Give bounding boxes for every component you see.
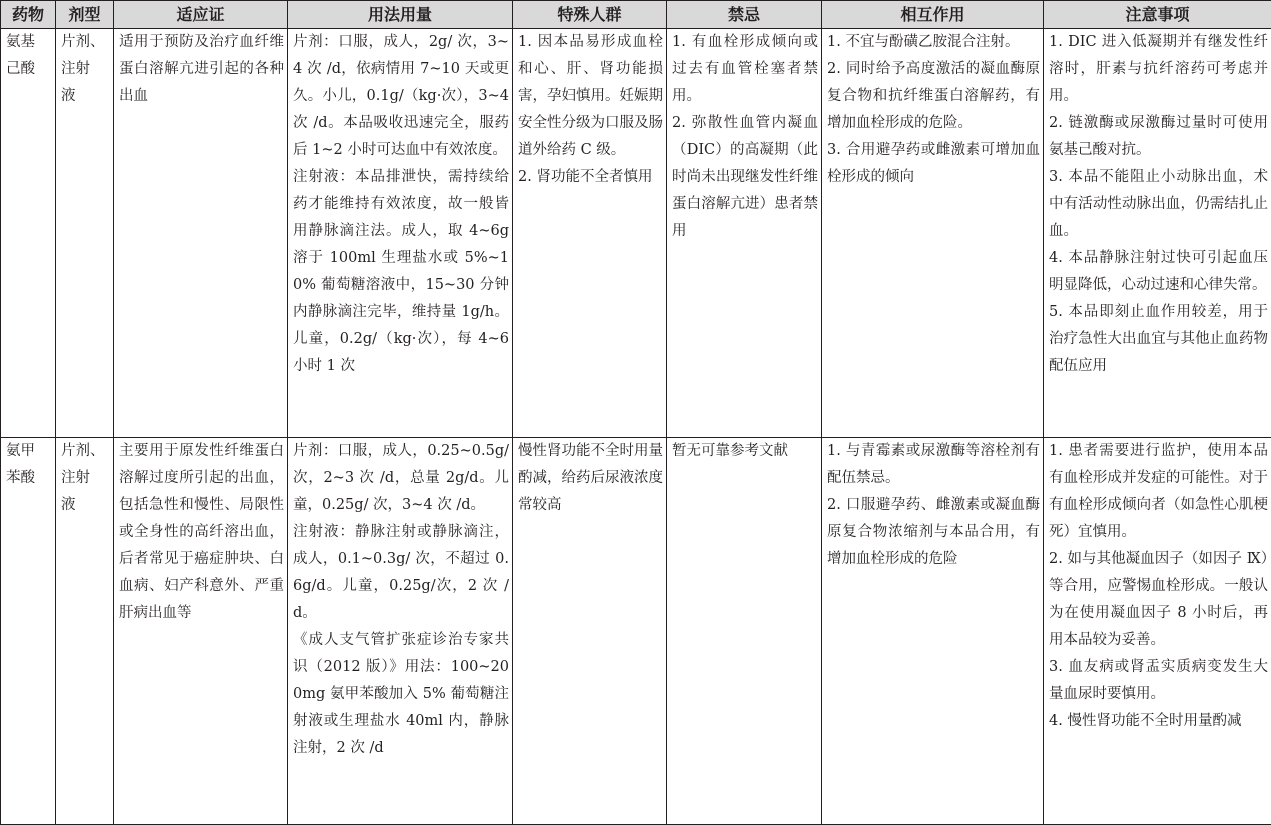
interaction-item: 2. 口服避孕药、雌激素或凝血酶原复合物浓缩剂与本品合用，有增加血栓形成的危险 xyxy=(827,497,1040,567)
usage-paragraph: 注射液：本品排泄快，需持续给药才能维持有效浓度，故一般皆用静脉滴注法。成人，取 4~6g 溶于 100ml 生理盐水或 5%~10% 葡萄糖溶液中，15~30 分钟内静脉滴注完毕，维持量 1g/h。儿童，0.2g/（kg·次），每 4~6 小时 1 次 xyxy=(293,169,509,374)
special-population-cell xyxy=(513,438,667,825)
precaution-item: 4. 本品静脉注射过快可引起血压明显降低，心动过速和心律失常。 xyxy=(1049,250,1268,293)
special-population-item: 2. 肾功能不全者慎用 xyxy=(518,169,653,185)
dosage-form-line: 片剂、 xyxy=(61,443,105,459)
precaution-item: 2. 如与其他凝血因子（如因子 Ⅸ）等合用，应警惕血栓形成。一般认为在使用凝血因子 8 小时后，再用本品较为妥善。 xyxy=(1049,551,1268,648)
header-usage-dosage: 用法用量 xyxy=(288,1,513,29)
contraindication-cell xyxy=(667,29,822,438)
drug-name-line: 氨甲 xyxy=(6,443,35,459)
drug-name-line: 己酸 xyxy=(6,61,35,77)
indication-text: 适用于预防及治疗血纤维蛋白溶解亢进引起的各种出血 xyxy=(119,34,284,104)
header-indication: 适应证 xyxy=(114,1,288,29)
precaution-item: 5. 本品即刻止血作用较差，用于治疗急性大出血宜与其他止血药物配伍应用 xyxy=(1049,304,1268,374)
dosage-form-line: 注射 xyxy=(61,61,90,77)
usage-paragraph: 《成人支气管扩张症诊治专家共识（2012 版）》用法：100~200mg 氨甲苯酸加入 5% 葡萄糖注射液或生理盐水 40ml 内，静脉注射，2 次 /d xyxy=(293,632,509,756)
special-population-item: 1. 因本品易形成血栓和心、肝、肾功能损害，孕妇慎用。妊娠期安全性分级为口服及肠道外给药 C 级。 xyxy=(518,34,663,158)
drug-name-cell xyxy=(1,438,56,825)
precautions-cell xyxy=(1044,29,1271,438)
header-row xyxy=(1,1,1271,29)
header-contraindication: 禁忌 xyxy=(667,1,822,29)
usage-dosage-cell xyxy=(288,438,513,825)
contraindication-item: 1. 有血栓形成倾向或过去有血管栓塞者禁用。 xyxy=(672,34,818,104)
interaction-item: 3. 合用避孕药或雌激素可增加血栓形成的倾向 xyxy=(827,142,1040,185)
precaution-item: 1. DIC 进入低凝期并有继发性纤溶时，肝素与抗纤溶药可考虑并用。 xyxy=(1049,34,1268,104)
indication-cell xyxy=(114,438,288,825)
dosage-form-line: 液 xyxy=(61,88,76,104)
header-dosage-form: 剂型 xyxy=(56,1,114,29)
precaution-item: 1. 患者需要进行监护，使用本品有血栓形成并发症的可能性。对于有血栓形成倾向者（如急性心肌梗死）宜慎用。 xyxy=(1049,443,1268,540)
precautions-cell xyxy=(1044,438,1271,825)
precaution-item: 2. 链激酶或尿激酶过量时可使用氨基己酸对抗。 xyxy=(1049,115,1268,158)
usage-paragraph: 片剂：口服，成人，2g/ 次，3~4 次 /d，依病情用 7~10 天或更久。小儿，0.1g/（kg·次），3~4 次 /d。本品吸收迅速完全，服药后 1~2 小时可达血中有效浓度。 xyxy=(293,34,509,158)
interaction-item: 2. 同时给予高度激活的凝血酶原复合物和抗纤维蛋白溶解药，有增加血栓形成的危险。 xyxy=(827,61,1040,131)
table-row xyxy=(1,29,1271,438)
contraindication-cell xyxy=(667,438,822,825)
precaution-item: 3. 本品不能阻止小动脉出血，术中有活动性动脉出血，仍需结扎止血。 xyxy=(1049,169,1268,239)
interaction-cell xyxy=(822,438,1044,825)
header-drug: 药物 xyxy=(1,1,56,29)
usage-dosage-cell xyxy=(288,29,513,438)
interaction-cell xyxy=(822,29,1044,438)
usage-paragraph: 注射液：静脉注射或静脉滴注，成人，0.1~0.3g/ 次，不超过 0.6g/d。儿童，0.25g/次，2 次 /d。 xyxy=(293,524,509,621)
special-population-cell xyxy=(513,29,667,438)
contraindication-item: 2. 弥散性血管内凝血（DIC）的高凝期（此时尚未出现继发性纤维蛋白溶解亢进）患者禁用 xyxy=(672,115,818,239)
indication-cell xyxy=(114,29,288,438)
special-population-item: 慢性肾功能不全时用量酌减，给药后尿液浓度常较高 xyxy=(518,443,663,513)
interaction-item: 1. 不宜与酚磺乙胺混合注射。 xyxy=(827,34,1020,50)
dosage-form-cell xyxy=(56,29,114,438)
contraindication-item: 暂无可靠参考文献 xyxy=(672,443,788,459)
usage-paragraph: 片剂：口服，成人，0.25~0.5g/ 次，2~3 次 /d，总量 2g/d。儿童，0.25g/ 次，3~4 次 /d。 xyxy=(293,443,509,513)
dosage-form-line: 注射 xyxy=(61,470,90,486)
interaction-item: 1. 与青霉素或尿激酶等溶栓剂有配伍禁忌。 xyxy=(827,443,1040,486)
indication-text: 主要用于原发性纤维蛋白溶解过度所引起的出血，包括急性和慢性、局限性或全身性的高纤溶出血，后者常见于癌症肿块、白血病、妇产科意外、严重肝病出血等 xyxy=(119,443,284,621)
drug-name-line: 氨基 xyxy=(6,34,35,50)
drug-name-cell xyxy=(1,29,56,438)
header-interaction: 相互作用 xyxy=(822,1,1044,29)
header-precautions: 注意事项 xyxy=(1044,1,1271,29)
header-special-population: 特殊人群 xyxy=(513,1,667,29)
table-row xyxy=(1,438,1271,825)
drug-name-line: 苯酸 xyxy=(6,470,35,486)
precaution-item: 3. 血友病或肾盂实质病变发生大量血尿时要慎用。 xyxy=(1049,659,1268,702)
dosage-form-line: 液 xyxy=(61,497,76,513)
dosage-form-line: 片剂、 xyxy=(61,34,105,50)
precaution-item: 4. 慢性肾功能不全时用量酌减 xyxy=(1049,713,1242,729)
dosage-form-cell xyxy=(56,438,114,825)
